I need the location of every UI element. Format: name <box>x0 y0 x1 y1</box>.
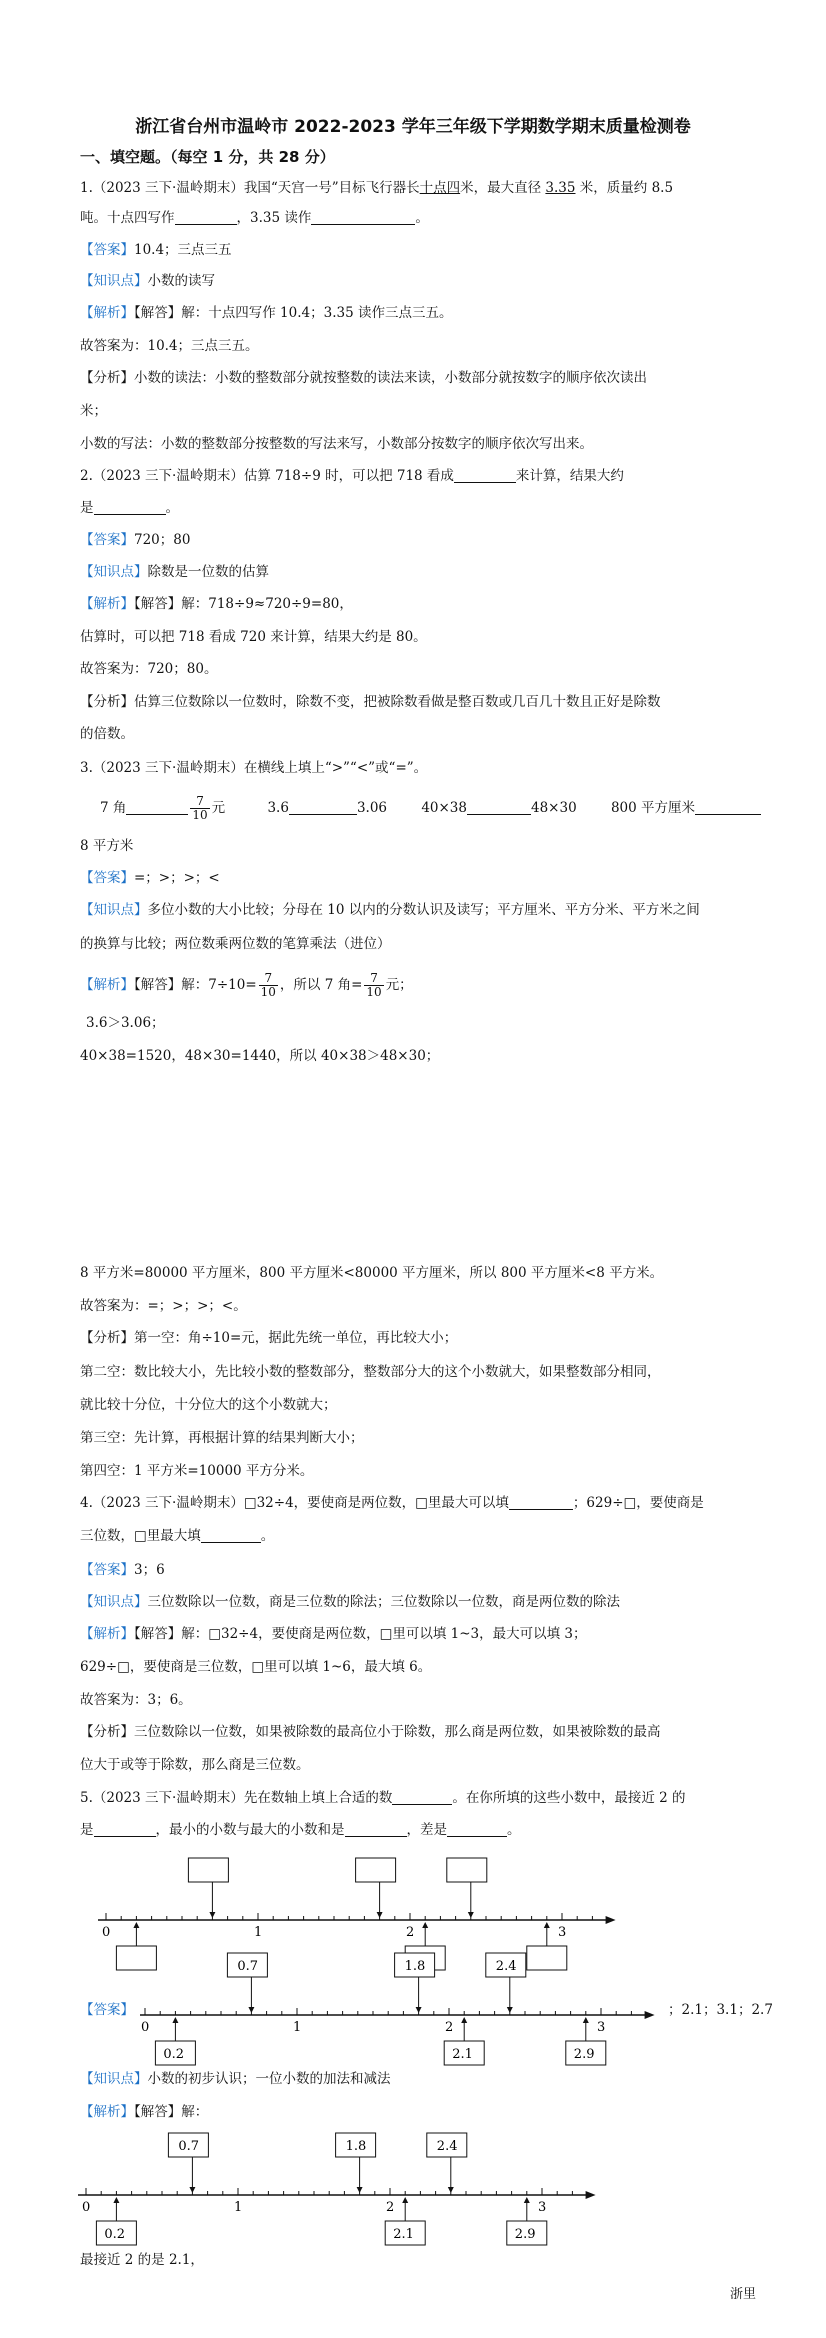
q5-blank-1[interactable] <box>392 1790 452 1805</box>
q3-fenxi-2: 第二空：数比较大小，先比较小数的整数部分，整数部分大的这个小数就大，如果整数部分相同， <box>80 1364 661 1380</box>
fraction-7-10-c: $\frac{7}{10}$ <box>366 971 382 999</box>
q2-analysis: 【解析】【解答】解：718÷9≈720÷9=80， <box>80 596 353 612</box>
q2-fenxi-1: 【分析】估算三位数除以一位数时，除数不变，把被除数看做是整百数或几百几十数且正好是除数 <box>80 694 661 710</box>
q3-fenxi-1: 【分析】第一空：角÷10=元，据此先统一单位，再比较大小； <box>80 1330 458 1346</box>
axis-arrow-icon <box>586 2191 596 2199</box>
q5-answer-label: 【答案】 <box>80 2002 134 2018</box>
arrow-head-icon <box>402 2197 408 2203</box>
value-label: 2.4 <box>436 2139 458 2154</box>
q3-blank-3[interactable] <box>467 800 531 815</box>
tick-label: 0 <box>141 2020 150 2035</box>
tick-label: 3 <box>538 2200 547 2215</box>
arrow-head-icon <box>422 1922 428 1928</box>
q4-analysis-2: 629÷□，要使商是三位数，□里可以填 1~6，最大填 6。 <box>80 1659 432 1675</box>
arrow-head-icon <box>172 2017 178 2023</box>
value-label: 2.1 <box>393 2227 414 2242</box>
q2-point: 【知识点】除数是一位数的估算 <box>80 564 269 580</box>
tick-label: 1 <box>293 2020 302 2035</box>
arrow-head-icon <box>448 2187 454 2193</box>
q5-blank-2[interactable] <box>94 1822 156 1837</box>
q4-blank-1[interactable] <box>509 1495 573 1510</box>
arrow-head-icon <box>248 2007 254 2013</box>
q5-stem-line1: 5.（2023 三下·温岭期末）先在数轴上填上合适的数 。在你所填的这些小数中，最接近 2 的 <box>80 1790 686 1806</box>
q1-stem-line1: 1.（2023 三下·温岭期末）我国“天宫一号”目标飞行器长十点四米，最大直径 3.35 米，质量约 8.5 <box>80 180 674 196</box>
tick-label: 2 <box>445 2020 454 2035</box>
tick-label: 2 <box>386 2200 395 2215</box>
q3-final: 故答案为：=；>；>；<。 <box>80 1298 247 1314</box>
arrow-head-icon <box>357 2187 363 2193</box>
q1-fenxi-1: 【分析】小数的读法：小数的整数部分就按整数的读法来读，小数部分就按数字的顺序依次读出 <box>80 370 647 386</box>
q3-analysis-3: 40×38=1520，48×30=1440，所以 40×38＞48×30； <box>80 1048 440 1064</box>
axis-arrow-icon <box>606 1916 616 1924</box>
q4-analysis: 【解析】【解答】解：□32÷4，要使商是两位数，□里可以填 1~3，最大可以填 3； <box>80 1626 587 1642</box>
arrow-head-icon <box>468 1912 474 1918</box>
tick-label: 0 <box>102 1925 111 1940</box>
q3-analysis-4: 8 平方米=80000 平方厘米，800 平方厘米<80000 平方厘米，所以 800 平方厘米<8 平方米。 <box>80 1265 664 1281</box>
value-label: 0.7 <box>178 2139 200 2154</box>
q2-fenxi-2: 的倍数。 <box>80 726 134 742</box>
arrow-head-icon <box>507 2007 513 2013</box>
q3-point-1: 【知识点】多位小数的大小比较；分母在 10 以内的分数认识及读写；平方厘米、平方分米、平方米之间 <box>80 902 700 918</box>
tick-label: 0 <box>82 2200 91 2215</box>
q3-stem: 3.（2023 三下·温岭期末）在横线上填上“>”“<”或“=”。 <box>80 760 428 776</box>
q1-final: 故答案为：10.4；三点三五。 <box>80 338 259 354</box>
arrow-head-icon <box>416 2007 422 2013</box>
q2-answer: 【答案】720；80 <box>80 532 191 548</box>
q2-blank-1[interactable] <box>454 468 516 483</box>
number-line-solution <box>78 2125 608 2250</box>
arrow-head-icon <box>113 2197 119 2203</box>
q3-fenxi-4: 第三空：先计算，再根据计算的结果判断大小； <box>80 1430 364 1446</box>
q2-final: 故答案为：720；80。 <box>80 661 218 677</box>
q4-point: 【知识点】三位数除以一位数，商是三位数的除法；三位数除以一位数，商是两位数的除法 <box>80 1594 620 1610</box>
value-label: 2.9 <box>514 2227 536 2242</box>
q3-point-2: 的换算与比较；两位数乘两位数的笔算乘法（进位） <box>80 936 391 952</box>
tick-label: 1 <box>254 1925 263 1940</box>
arrow-head-icon <box>524 2197 530 2203</box>
fraction-7-10: $\frac{7}{10}$ <box>192 794 208 822</box>
value-label: 2.4 <box>495 1959 517 1974</box>
q5-answer-tail: ；2.1；3.1；2.7 <box>668 2002 773 2018</box>
value-label: 0.2 <box>104 2227 126 2242</box>
q5-blank-3[interactable] <box>345 1822 407 1837</box>
value-label: 2.9 <box>573 2047 595 2062</box>
arrow-head-icon <box>461 2017 467 2023</box>
value-label: 0.7 <box>237 1959 259 1974</box>
q1-fenxi-3: 小数的写法：小数的整数部分按整数的写法来写，小数部分按数字的顺序依次写出来。 <box>80 436 593 452</box>
arrow-head-icon <box>544 1922 550 1928</box>
fraction-7-10-b: $\frac{7}{10}$ <box>260 971 276 999</box>
arrow-head-icon <box>133 1922 139 1928</box>
q5-blank-4[interactable] <box>447 1822 507 1837</box>
tick-label: 3 <box>597 2020 606 2035</box>
tick-label: 3 <box>558 1925 567 1940</box>
q1-stem-line2: 吨。十点四写作 ，3.35 读作 。 <box>80 210 429 226</box>
q5-point: 【知识点】小数的初步认识；一位小数的加法和减法 <box>80 2071 391 2087</box>
arrow-head-icon <box>377 1912 383 1918</box>
q2-stem-line1: 2.（2023 三下·温岭期末）估算 718÷9 时，可以把 718 看成 来计算，结果大约 <box>80 468 624 484</box>
q3-blank-4[interactable] <box>695 800 761 815</box>
q3-items: 7 角 $\frac{7}{10}$ 元 3.6 3.06 40×38 48×30 800 平方厘米 <box>100 795 780 822</box>
section-heading: 一、填空题。（每空 1 分，共 28 分） <box>80 148 335 166</box>
q2-blank-2[interactable] <box>94 500 166 515</box>
value-label: 0.2 <box>163 2047 185 2062</box>
q1-answer: 【答案】10.4；三点三五 <box>80 242 232 258</box>
q2-stem-line2: 是 。 <box>80 500 179 516</box>
q1-point: 【知识点】小数的读写 <box>80 273 215 289</box>
q1-analysis: 【解析】【解答】解：十点四写作 10.4；3.35 读作三点三五。 <box>80 305 453 321</box>
tick-label: 2 <box>406 1925 415 1940</box>
page-footer: 浙里 <box>729 2287 756 2302</box>
q4-blank-2[interactable] <box>201 1528 261 1543</box>
q2-estimate: 估算时，可以把 718 看成 720 来计算，结果大约是 80。 <box>80 629 427 645</box>
q1-blank-1[interactable] <box>175 210 237 225</box>
value-label: 1.8 <box>345 2139 367 2154</box>
page-title: 浙江省台州市温岭市 2022-2023 学年三年级下学期数学期末质量检测卷 <box>135 117 691 137</box>
q4-final: 故答案为：3；6。 <box>80 1692 192 1708</box>
number-line-answer <box>140 1945 670 2070</box>
arrow-head-icon <box>209 1912 215 1918</box>
q5-last-line: 最接近 2 的是 2.1， <box>80 2252 204 2268</box>
value-box <box>188 1858 228 1882</box>
q4-fenxi-2: 位大于或等于除数，那么商是三位数。 <box>80 1757 310 1773</box>
q3-blank-2[interactable] <box>289 800 357 815</box>
q3-analysis-2: 3.6＞3.06； <box>86 1015 165 1031</box>
q4-stem-line2: 三位数，□里最大填 。 <box>80 1528 275 1544</box>
q4-stem-line1: 4.（2023 三下·温岭期末）□32÷4，要使商是两位数，□里最大可以填 ；629÷□，要使商是 <box>80 1495 704 1511</box>
q5-stem-line2: 是 ，最小的小数与最大的小数和是 ，差是 。 <box>80 1822 521 1838</box>
q4-answer: 【答案】3；6 <box>80 1562 165 1578</box>
q3-fenxi-3: 就比较十分位，十分位大的这个小数就大； <box>80 1397 337 1413</box>
arrow-head-icon <box>583 2017 589 2023</box>
q3-item-d2: 8 平方米 <box>80 838 134 854</box>
q1-blank-2[interactable] <box>311 210 415 225</box>
value-label: 1.8 <box>404 1959 426 1974</box>
value-box <box>447 1858 487 1882</box>
tick-label: 1 <box>234 2200 243 2215</box>
q4-fenxi-1: 【分析】三位数除以一位数，如果被除数的最高位小于除数，那么商是两位数，如果被除数的最高 <box>80 1724 661 1740</box>
value-box <box>356 1858 396 1882</box>
q3-answer: 【答案】=；>；>；< <box>80 870 220 886</box>
q3-analysis-1: 【解析】【解答】解：7÷10= $\frac{7}{10}$ ，所以 7 角= $\frac{7}{10}$ 元； <box>80 971 413 999</box>
arrow-head-icon <box>189 2187 195 2193</box>
q3-blank-1[interactable] <box>126 800 188 815</box>
q5-analysis: 【解析】【解答】解： <box>80 2104 209 2120</box>
axis-arrow-icon <box>645 2011 655 2019</box>
q3-fenxi-5: 第四空：1 平方米=10000 平方分米。 <box>80 1463 314 1479</box>
value-label: 2.1 <box>452 2047 473 2062</box>
q1-fenxi-2: 米； <box>80 403 107 419</box>
